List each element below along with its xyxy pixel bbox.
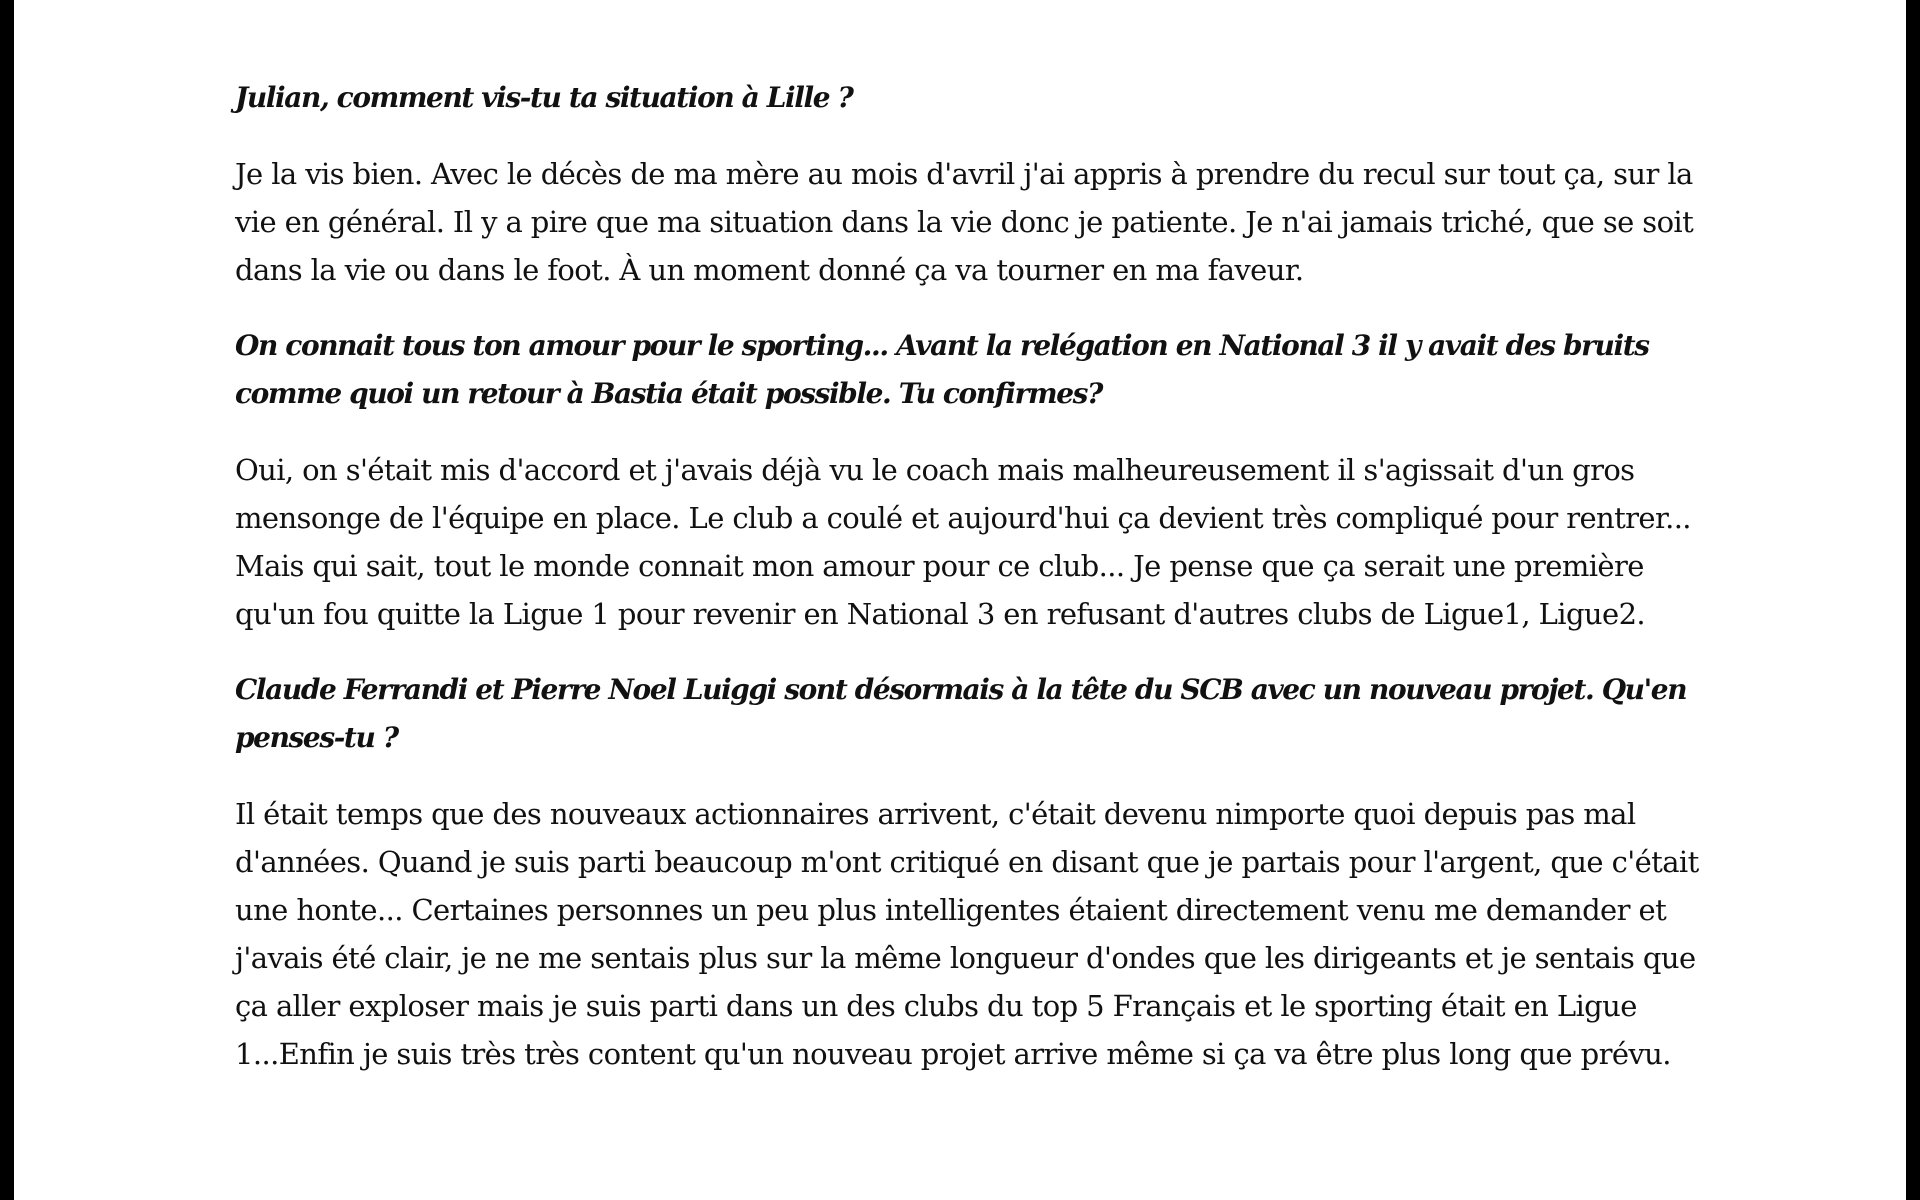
interview-question-3: Claude Ferrandi et Pierre Noel Luiggi sont désormais à la tête du SCB avec un nouveau projet. Qu'en penses-tu ? [235, 673, 1687, 754]
interview-answer-2: Oui, on s'était mis d'accord et j'avais déjà vu le coach mais malheureusement il s'agissait d'un gros mensonge de l'équipe en place. Le club a coulé et aujourd'hui ça devient très compliqué pour rentrer... Mais qui sait, tout le monde connait mon amour pour ce club... Je pense que ça serait une première qu'un fou quitte la Ligue 1 pour revenir en National 3 en refusant d'autres clubs de Ligue1, Ligue2. [235, 453, 1691, 631]
interview-question-2: On connait tous ton amour pour le sporting... Avant la relégation en National 3 il y avait des bruits comme quoi un retour à Bastia était possible. Tu confirmes? [235, 329, 1649, 410]
interview-answer-1: Je la vis bien. Avec le décès de ma mère au mois d'avril j'ai appris à prendre du recul sur tout ça, sur la vie en général. Il y a pire que ma situation dans la vie donc je patiente. Je n'ai jamais triché, que se soit dans la vie ou dans le foot. À un moment donné ça va tourner en ma faveur. [235, 157, 1694, 287]
document-page [14, 0, 1906, 1200]
document-body [235, 74, 1705, 1106]
interview-question-1: Julian, comment vis-tu ta situation à Lille ? [235, 81, 853, 114]
interview-answer-3: Il était temps que des nouveaux actionnaires arrivent, c'était devenu nimporte quoi depuis pas mal d'années. Quand je suis parti beaucoup m'ont critiqué en disant que je partais pour l'argent, que c'était une honte... Certaines personnes un peu plus intelligentes étaient directement venu me demander et j'avais été clair, je ne me sentais plus sur la même longueur d'ondes que les dirigeants et je sentais que ça aller exploser mais je suis parti dans un des clubs du top 5 Français et le sporting était en Ligue 1...Enfin je suis très très content qu'un nouveau projet arrive même si ça va être plus long que prévu. [235, 797, 1699, 1071]
